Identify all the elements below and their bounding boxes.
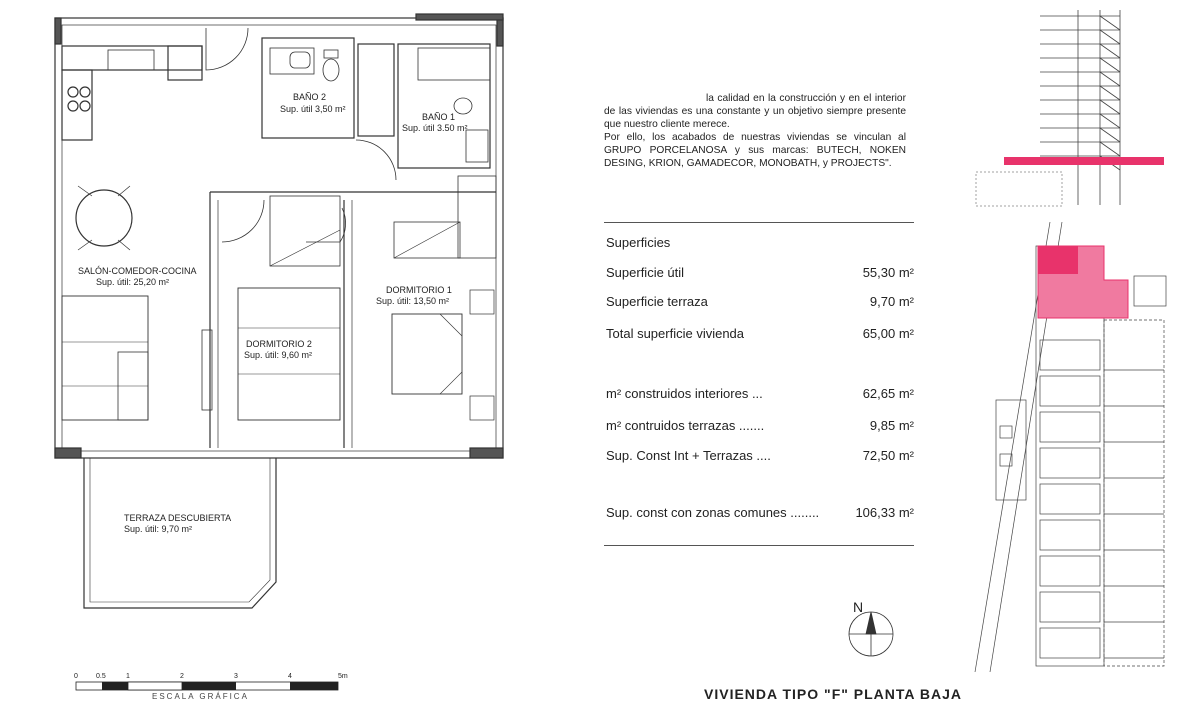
room-area-bano1: Sup. útil 3.50 m² <box>402 123 468 133</box>
surfaces-table <box>604 222 914 546</box>
site-plan <box>975 222 1166 672</box>
room-area-dormitorio2: Sup. útil: 9,60 m² <box>244 350 313 360</box>
quality-description <box>604 92 906 170</box>
north-compass <box>849 599 893 656</box>
surface-value: 106,33 m² <box>855 505 914 520</box>
room-name-bano2: BAÑO 2 <box>293 92 327 102</box>
room-name-dormitorio2: DORMITORIO 2 <box>246 339 312 349</box>
scale-title: ESCALA GRÁFICA <box>152 692 249 701</box>
surface-label: m² contruidos terrazas ....... <box>606 418 765 433</box>
scale-tick-0: 0 <box>74 673 78 680</box>
surface-row <box>606 505 914 520</box>
surface-row <box>606 294 914 309</box>
surfaces-heading: Superficies <box>606 235 671 250</box>
building-elevation <box>976 10 1164 206</box>
surface-value: 62,65 m² <box>862 386 914 401</box>
surface-label: Superficie terraza <box>606 294 708 309</box>
surface-label: Sup. const con zonas comunes ........ <box>606 505 820 520</box>
compass-north-label: N <box>853 599 864 615</box>
scale-tick-5m: 5m <box>338 673 348 680</box>
surface-row <box>606 265 914 280</box>
room-labels <box>78 92 468 534</box>
surfaces-heading-row <box>606 235 914 250</box>
surface-row <box>606 386 914 401</box>
room-name-salon: SALÓN-COMEDOR-COCINA <box>78 266 197 276</box>
surface-label: Sup. Const Int + Terrazas .... <box>606 448 771 463</box>
surface-row <box>606 418 914 433</box>
surface-row <box>606 448 914 463</box>
plan-title: VIVIENDA TIPO "F" PLANTA BAJA <box>704 686 962 702</box>
scale-tick-4: 4 <box>288 673 292 680</box>
scale-tick-3: 3 <box>234 673 238 680</box>
surface-value: 55,30 m² <box>862 265 914 280</box>
room-name-bano1: BAÑO 1 <box>422 112 456 122</box>
quality-line-3: Por ello, los acabados de nuestras viviendas se vinculan al GRUPO PORCELANOSA y sus marcas: BUTECH, NOKEN DESING, KRION, GAMADECOR, MONOBATH, y PROJECTS". <box>604 132 906 169</box>
surface-label: Superficie útil <box>606 265 685 280</box>
floorplan-walls <box>55 14 503 608</box>
surface-label: m² construidos interiores ... <box>606 386 763 401</box>
elevation-highlight <box>1004 157 1164 165</box>
quality-line-2: interior de las viviendas es una constante y un objetivo siempre presente que nuestro cliente merece. <box>604 93 906 130</box>
quality-line-1: la calidad en la construcción y en el <box>706 93 872 104</box>
surface-label: Total superficie vivienda <box>606 326 745 341</box>
surface-value: 9,70 m² <box>869 294 914 309</box>
surface-row <box>606 326 914 341</box>
room-area-bano2: Sup. útil 3,50 m² <box>280 104 346 114</box>
scale-tick-2: 2 <box>180 673 184 680</box>
scale-bar <box>74 673 348 690</box>
room-name-dormitorio1: DORMITORIO 1 <box>386 285 452 295</box>
scale-tick-05: 0.5 <box>96 673 106 680</box>
room-area-salon: Sup. útil: 25,20 m² <box>96 277 170 287</box>
surface-value: 65,00 m² <box>862 326 914 341</box>
room-area-terraza: Sup. útil: 9,70 m² <box>124 524 193 534</box>
surface-value: 72,50 m² <box>862 448 914 463</box>
room-name-terraza: TERRAZA DESCUBIERTA <box>124 513 232 523</box>
surface-value: 9,85 m² <box>869 418 914 433</box>
room-area-dormitorio1: Sup. útil: 13,50 m² <box>376 296 450 306</box>
scale-tick-1: 1 <box>126 673 130 680</box>
